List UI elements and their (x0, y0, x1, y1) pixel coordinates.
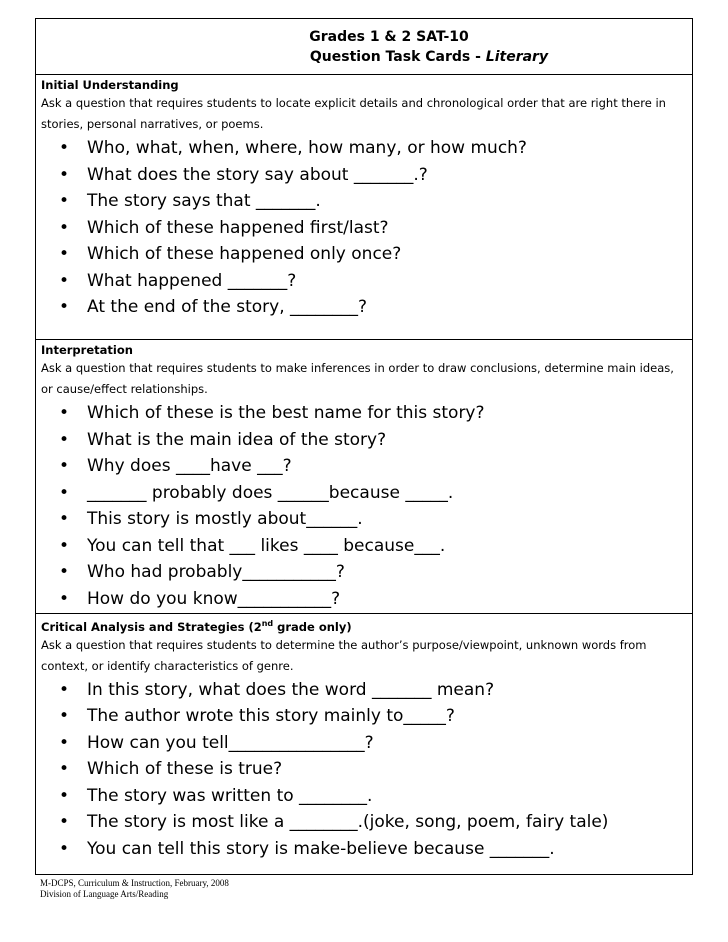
bullet-icon: • (59, 812, 70, 833)
title-cell (36, 19, 692, 75)
question-list (41, 400, 688, 612)
footer-line: Division of Language Arts/Reading (40, 889, 169, 899)
section-description: Ask a question that requires students to make inferences in order to draw conclusions, determine main ideas, or cause/effect relationships. (41, 361, 674, 396)
heading-superscript: nd (261, 619, 274, 628)
subtitle-italic: Literary (485, 49, 549, 65)
bullet-icon: • (59, 759, 70, 780)
section-interpretation (36, 342, 692, 614)
page-title: Grades 1 & 2 SAT-10 (309, 29, 469, 45)
section-description: Ask a question that requires students to locate explicit details and chronological order that are right there in stories, personal narratives, or poems. (41, 96, 666, 131)
bullet-icon: • (59, 509, 70, 529)
question-text: Why does ____have ___? (87, 456, 292, 476)
task-card-table (35, 18, 693, 875)
bullet-icon: • (59, 164, 70, 185)
question-list (41, 677, 688, 863)
question-text: This story is mostly about______. (87, 509, 363, 529)
question-text: _______ probably does ______because _____. (87, 482, 454, 503)
bullet-icon: • (59, 785, 70, 806)
section-initial-understanding (36, 77, 692, 340)
question-item (55, 215, 688, 242)
bullet-icon: • (59, 456, 70, 476)
question-text: Which of these happened first/last? (87, 217, 389, 238)
question-item (55, 480, 688, 507)
question-item (55, 162, 688, 189)
question-item (55, 559, 688, 586)
question-item (55, 677, 688, 704)
question-item (55, 268, 688, 295)
question-text: Who had probably___________? (87, 562, 345, 582)
question-text: The story was written to ________. (87, 785, 373, 806)
question-text: What happened _______? (87, 270, 297, 291)
section-heading: Initial Understanding (41, 78, 179, 92)
bullet-icon: • (59, 838, 70, 859)
bullet-icon: • (59, 588, 70, 609)
question-text: Which of these is the best name for this story? (87, 403, 485, 423)
bullet-icon: • (59, 217, 70, 238)
bullet-icon: • (59, 191, 70, 211)
footer-line: M-DCPS, Curriculum & Instruction, February, 2008 (40, 878, 229, 888)
question-item (55, 135, 688, 162)
question-item (55, 188, 688, 215)
question-text: You can tell this story is make-believe because _______. (87, 838, 555, 859)
bullet-icon: • (59, 732, 70, 753)
question-text: At the end of the story, ________? (87, 297, 368, 317)
question-item (55, 783, 688, 810)
bullet-icon: • (59, 403, 70, 423)
bullet-icon: • (59, 679, 70, 700)
question-item (55, 756, 688, 783)
question-text: The story says that _______. (87, 191, 321, 211)
question-item (55, 427, 688, 454)
heading-text: Critical Analysis and Strategies (2 (41, 619, 262, 634)
question-item (55, 730, 688, 757)
question-text: Which of these happened only once? (87, 244, 402, 264)
question-item (55, 703, 688, 730)
question-text: What is the main idea of the story? (87, 429, 387, 450)
question-text: Which of these is true? (87, 759, 283, 780)
section-description: Ask a question that requires students to determine the author’s purpose/viewpoint, unknown words from context, or identify characteristics of genre. (41, 637, 647, 673)
question-item (55, 506, 688, 533)
question-text: How can you tell________________? (87, 732, 374, 753)
question-item (55, 586, 688, 613)
bullet-icon: • (59, 297, 70, 317)
bullet-icon: • (59, 562, 70, 582)
bullet-icon: • (59, 429, 70, 450)
question-text: Who, what, when, where, how many, or how much? (87, 138, 527, 158)
question-text: What does the story say about _______.? (87, 164, 428, 185)
bullet-icon: • (59, 244, 70, 264)
bullet-icon: • (59, 482, 70, 503)
page-subtitle (36, 47, 692, 67)
question-item (55, 241, 688, 268)
question-list (41, 135, 688, 321)
question-text: How do you know___________? (87, 588, 341, 609)
question-text: The author wrote this story mainly to_____? (87, 706, 455, 727)
footer (40, 878, 229, 900)
section-heading: Interpretation (41, 343, 133, 357)
question-text: The story is most like a ________.(joke, song, poem, fairy tale) (87, 812, 609, 833)
question-item (55, 453, 688, 480)
question-item (55, 809, 688, 836)
section-critical-analysis (36, 616, 692, 874)
bullet-icon: • (59, 138, 70, 158)
bullet-icon: • (59, 706, 70, 727)
heading-text-suffix: grade only) (273, 619, 352, 634)
question-item (55, 294, 688, 321)
question-item (55, 400, 688, 427)
question-item (55, 533, 688, 560)
question-item (55, 836, 688, 863)
section-heading (41, 616, 688, 635)
bullet-icon: • (59, 270, 70, 291)
question-text: You can tell that ___ likes ____ because___. (87, 535, 446, 556)
bullet-icon: • (59, 535, 70, 556)
question-text: In this story, what does the word _______ mean? (87, 679, 495, 700)
subtitle-text: Question Task Cards - (309, 49, 486, 65)
